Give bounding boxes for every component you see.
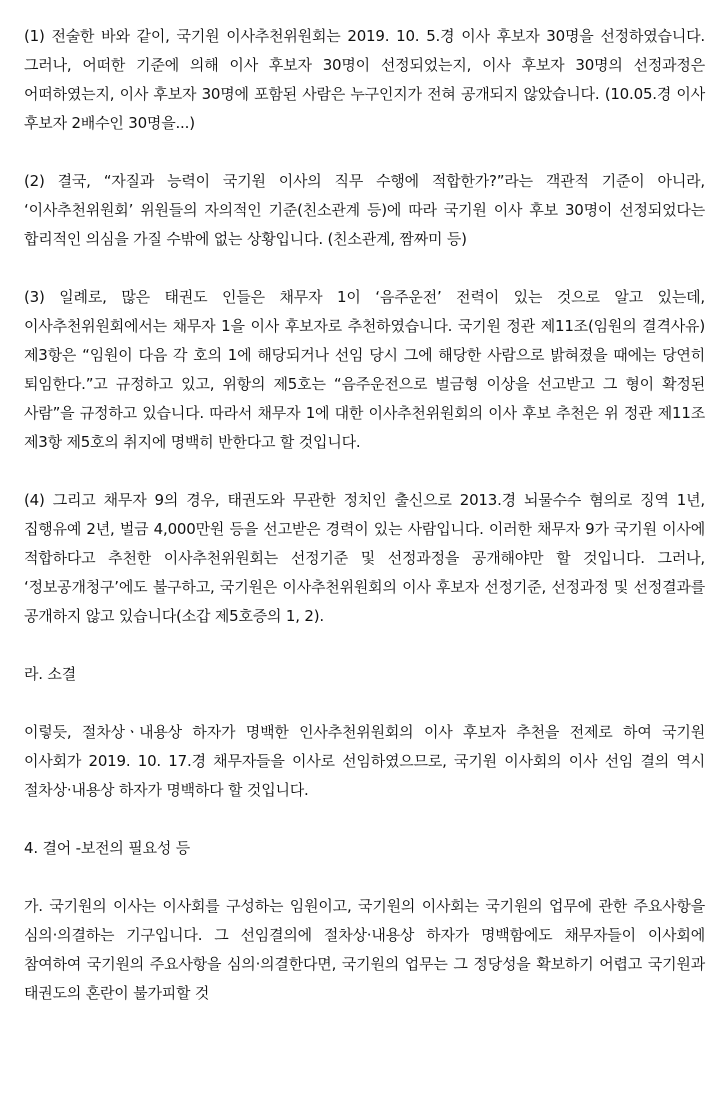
paragraph-3: (3) 일례로, 많은 태권도 인들은 채무자 1이 ‘음주운전’ 전력이 있는 것으로 알고 있는데, 이사추천위원회에서는 채무자 1을 이사 후보자로 추천하였습니다. 국기원 정관 제11조(임원의 결격사유) 제3항은 “임원이 다음 각 호의 1에 해당되거나 선임 당시 그에 해당한 사람으로 밝혀졌을 때에는 당연히 퇴임한다.”고 규정하고 있고, 위항의 제5호는 “음주운전으로 벌금형 이상을 선고받고 그 형이 확정된 사람”을 규정하고 있습니다. 따라서 채무자 1에 대한 이사추천위원회의 이사 후보 추천은 위 정관 제11조 제3항 제5호의 취지에 명백히 반한다고 할 것입니다. xyxy=(24,288,705,451)
paragraph-spacer xyxy=(24,631,705,660)
section-heading-final: 4. 결어 -보전의 필요성 등 xyxy=(24,839,191,857)
paragraph-6: 가. 국기원의 이사는 이사회를 구성하는 임원이고, 국기원의 이사회는 국기원의 업무에 관한 주요사항을 심의·의결하는 기구입니다. 그 선임결의에 절차상·내용상 하자가 명백함에도 채무자들이 이사회에 참여하여 국기원의 주요사항을 심의·의결한다면, 국기원의 업무는 그 정당성을 확보하기 어렵고 국기원과 태권도의 혼란이 불가피할 것 xyxy=(24,897,705,1002)
section-heading-conclusion: 라. 소결 xyxy=(24,665,77,683)
paragraph-4: (4) 그리고 채무자 9의 경우, 태권도와 무관한 정치인 출신으로 2013.경 뇌물수수 혐의로 징역 1년, 집행유예 2년, 벌금 4,000만원 등을 선고받은 경력이 있는 사람입니다. 이러한 채무자 9가 국기원 이사에 적합하다고 추천한 이사추천위원회는 선정기준 및 선정과정을 공개해야만 할 것입니다. 그러나, ‘정보공개청구’에도 불구하고, 국기원은 이사추천위원회의 이사 후보자 선정기준, 선정과정 및 선정결과를 공개하지 않고 있습니다(소갑 제5호증의 1, 2). xyxy=(24,491,705,625)
paragraph-spacer xyxy=(24,863,705,892)
paragraph-2: (2) 결국, “자질과 능력이 국기원 이사의 직무 수행에 적합한가?”라는 객관적 기준이 아니라, ‘이사추천위원회’ 위원들의 자의적인 기준(친소관계 등)에 따라 국기원 이사 후보 30명이 선정되었다는 합리적인 의심을 가질 수밖에 없는 상황입니다. (친소관계, 짬짜미 등) xyxy=(24,172,705,248)
paragraph-spacer xyxy=(24,805,705,834)
paragraph-spacer xyxy=(24,254,705,283)
paragraph-spacer xyxy=(24,138,705,167)
paragraph-spacer xyxy=(24,689,705,718)
paragraph-1: (1) 전술한 바와 같이, 국기원 이사추천위원회는 2019. 10. 5.경 이사 후보자 30명을 선정하였습니다. 그러나, 어떠한 기준에 의해 이사 후보자 30명이 선정되었는지, 이사 후보자 30명의 선정과정은 어떠하였는지, 이사 후보자 30명에 포함된 사람은 누구인지가 전혀 공개되지 않았습니다. (10.05.경 이사 후보자 2배수인 30명을...) xyxy=(24,27,705,132)
paragraph-5: 이렇듯, 절차상ㆍ내용상 하자가 명백한 인사추천위원회의 이사 후보자 추천을 전제로 하여 국기원 이사회가 2019. 10. 17.경 채무자들을 이사로 선임하였으므로, 국기원 이사회의 이사 선임 결의 역시 절차상·내용상 하자가 명백하다 할 것입니다. xyxy=(24,723,705,799)
paragraph-spacer xyxy=(24,457,705,486)
